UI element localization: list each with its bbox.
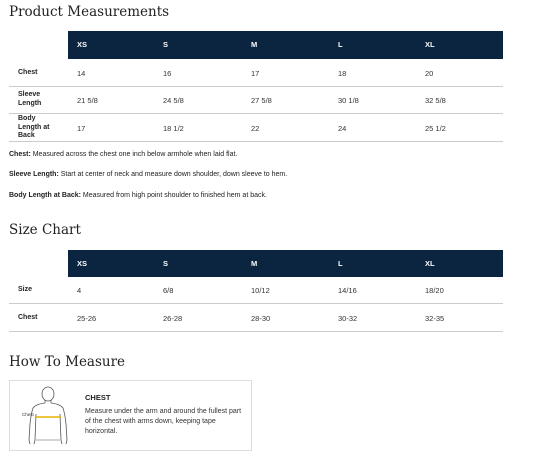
note-term: Sleeve Length: [9, 171, 59, 178]
table-row [9, 304, 503, 332]
card-heading: CHEST [85, 393, 111, 402]
note-text: Start at center of neck and measure down shoulder, down sleeve to hem. [58, 171, 288, 178]
chest-note [9, 151, 237, 158]
table-cell: 10/12 [251, 286, 270, 295]
table-cell: 30-32 [338, 314, 358, 323]
size-chart-title: Size Chart [9, 222, 81, 238]
figure-label: Chest [22, 412, 34, 417]
table-row [9, 277, 503, 304]
col-header: XS [77, 259, 88, 268]
table-row [9, 87, 503, 114]
table-cell: 24 [338, 124, 347, 133]
table-row [9, 59, 503, 87]
col-header: M [251, 40, 258, 49]
note-text: Measured across the chest one inch below armhole when laid flat. [30, 151, 238, 158]
table-cell: 30 1/8 [338, 96, 359, 105]
table-cell: 20 [425, 69, 434, 78]
table-cell: 4 [77, 286, 82, 295]
row-label: Chest [18, 69, 38, 76]
note-term: Chest: [9, 151, 31, 158]
table-row [9, 114, 503, 142]
table-cell: 14/16 [338, 286, 357, 295]
row-label: Body Length at Back [18, 115, 50, 139]
note-term: Body Length at Back: [9, 192, 81, 199]
table-cell: 25 1/2 [425, 124, 446, 133]
col-header: S [163, 40, 169, 49]
table-cell: 17 [77, 124, 86, 133]
table-cell: 21 5/8 [77, 96, 98, 105]
size-chart-table [9, 250, 503, 332]
col-header: XS [77, 40, 88, 49]
table-cell: 22 [251, 124, 260, 133]
table-cell: 6/8 [163, 286, 174, 295]
table-cell: 16 [163, 69, 172, 78]
product-measurements-title: Product Measurements [9, 4, 170, 20]
row-label: Size [18, 286, 33, 293]
table-cell: 18 1/2 [163, 124, 184, 133]
table-cell: 32 5/8 [425, 96, 446, 105]
table-header [68, 250, 503, 277]
table-header [68, 31, 503, 59]
card-description: Measure under the arm and around the fullest part of the chest with arms down, keeping tape horizontal. [85, 408, 242, 435]
note-text: Measured from high point shoulder to finished hem at back. [80, 192, 267, 199]
sleeve-note [9, 171, 287, 178]
table-cell: 26-28 [163, 314, 183, 323]
table-cell: 28-30 [251, 314, 271, 323]
col-header: S [163, 259, 169, 268]
table-cell: 18/20 [425, 286, 444, 295]
row-label: Sleeve Length [18, 91, 42, 107]
product-measurements-table [9, 31, 503, 142]
table-cell: 18 [338, 69, 347, 78]
col-header: L [338, 259, 343, 268]
chest-figure [18, 384, 76, 448]
col-header: L [338, 40, 343, 49]
table-cell: 24 5/8 [163, 96, 184, 105]
how-to-measure-title: How To Measure [9, 354, 126, 370]
col-header: M [251, 259, 258, 268]
col-header: XL [425, 259, 435, 268]
table-cell: 25-26 [77, 314, 97, 323]
table-cell: 17 [251, 69, 260, 78]
body-length-note [9, 192, 267, 199]
table-cell: 14 [77, 69, 86, 78]
row-label: Chest [18, 314, 38, 321]
table-cell: 27 5/8 [251, 96, 272, 105]
table-cell: 32-35 [425, 314, 445, 323]
chest-measure-card [9, 380, 252, 451]
col-header: XL [425, 40, 435, 49]
